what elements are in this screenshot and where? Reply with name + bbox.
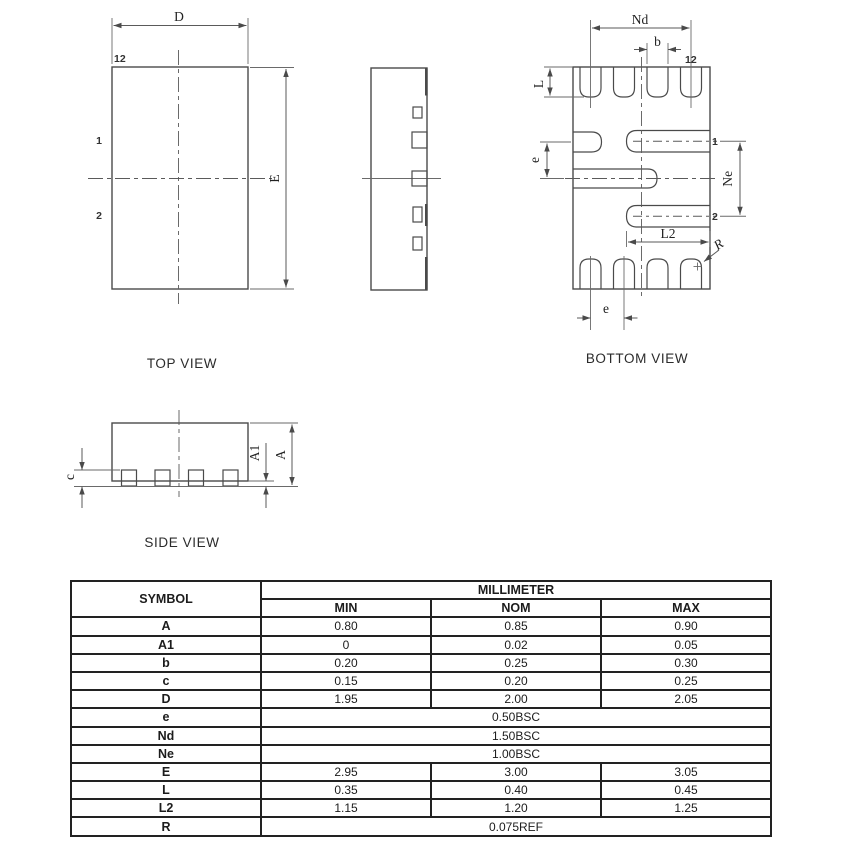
bottom-view-pin12-label: 12 <box>685 54 697 66</box>
dim-label-Ne: Ne <box>720 170 735 187</box>
dimensions-table <box>70 580 772 837</box>
dim-label-D: D <box>174 9 184 24</box>
top-view-title: TOP VIEW <box>146 356 218 371</box>
table-row: A 0.80 0.85 0.90 <box>71 617 771 635</box>
dim-label-A1: A1 <box>247 444 262 462</box>
dim-label-b: b <box>654 34 661 49</box>
top-view-pin1-label: 1 <box>96 135 102 147</box>
dim-label-A: A <box>273 450 288 460</box>
side-view-pads <box>122 470 239 486</box>
table-header-row <box>71 581 771 599</box>
table-row: c 0.15 0.20 0.25 <box>71 672 771 690</box>
top-view-centerlines <box>88 50 272 304</box>
table-row: D 1.95 2.00 2.05 <box>71 690 771 708</box>
dim-label-c: c <box>62 474 77 480</box>
bottom-view-drawing <box>527 12 746 366</box>
dim-label-L: L <box>531 79 546 89</box>
dim-label-R: R <box>710 235 727 253</box>
col-header-min: MIN <box>261 599 431 617</box>
table-row: Ne 1.00BSC <box>71 745 771 763</box>
bottom-view-title: BOTTOM VIEW <box>585 351 689 366</box>
top-view-pin12-label: 12 <box>114 53 126 65</box>
dim-label-Nd: Nd <box>631 12 649 27</box>
col-header-nom: NOM <box>431 599 601 617</box>
bottom-view-pin1-label: 1 <box>712 136 718 148</box>
dim-label-e-left: e <box>527 157 542 163</box>
col-header-max: MAX <box>601 599 771 617</box>
side-view-dim-c <box>74 448 120 508</box>
table-row: L 0.35 0.40 0.45 <box>71 781 771 799</box>
front-view-body <box>371 68 427 290</box>
table-row: R 0.075REF <box>71 817 771 835</box>
bottom-view-left-pads <box>573 132 657 188</box>
dim-label-E: E <box>267 174 282 183</box>
dim-label-e-bottom: e <box>603 301 609 316</box>
side-view-title: SIDE VIEW <box>144 535 220 550</box>
bottom-view-dim-L <box>544 67 584 97</box>
bottom-view-top-pads <box>580 67 702 97</box>
table-row: e 0.50BSC <box>71 708 771 726</box>
top-view-body <box>112 67 248 289</box>
top-view-pin2-label: 2 <box>96 210 102 222</box>
table-row: b 0.20 0.25 0.30 <box>71 654 771 672</box>
top-view-drawing <box>88 9 294 371</box>
table-row: E 2.95 3.00 3.05 <box>71 763 771 781</box>
table-row: L2 1.15 1.20 1.25 <box>71 799 771 817</box>
col-header-symbol: SYMBOL <box>71 581 261 617</box>
bottom-view-pin2-label: 2 <box>712 211 718 223</box>
table-row: Nd 1.50BSC <box>71 727 771 745</box>
table-row: A1 0 0.02 0.05 <box>71 636 771 654</box>
top-view-dim-D <box>112 18 248 64</box>
side-view-body <box>112 423 248 481</box>
bottom-view-bottom-pads <box>580 259 702 289</box>
col-header-millimeter: MILLIMETER <box>261 581 771 599</box>
front-view-drawing <box>362 68 441 290</box>
bottom-view-dim-e-left <box>540 142 571 179</box>
dim-label-L2: L2 <box>660 226 676 241</box>
side-view-drawing <box>62 410 298 550</box>
